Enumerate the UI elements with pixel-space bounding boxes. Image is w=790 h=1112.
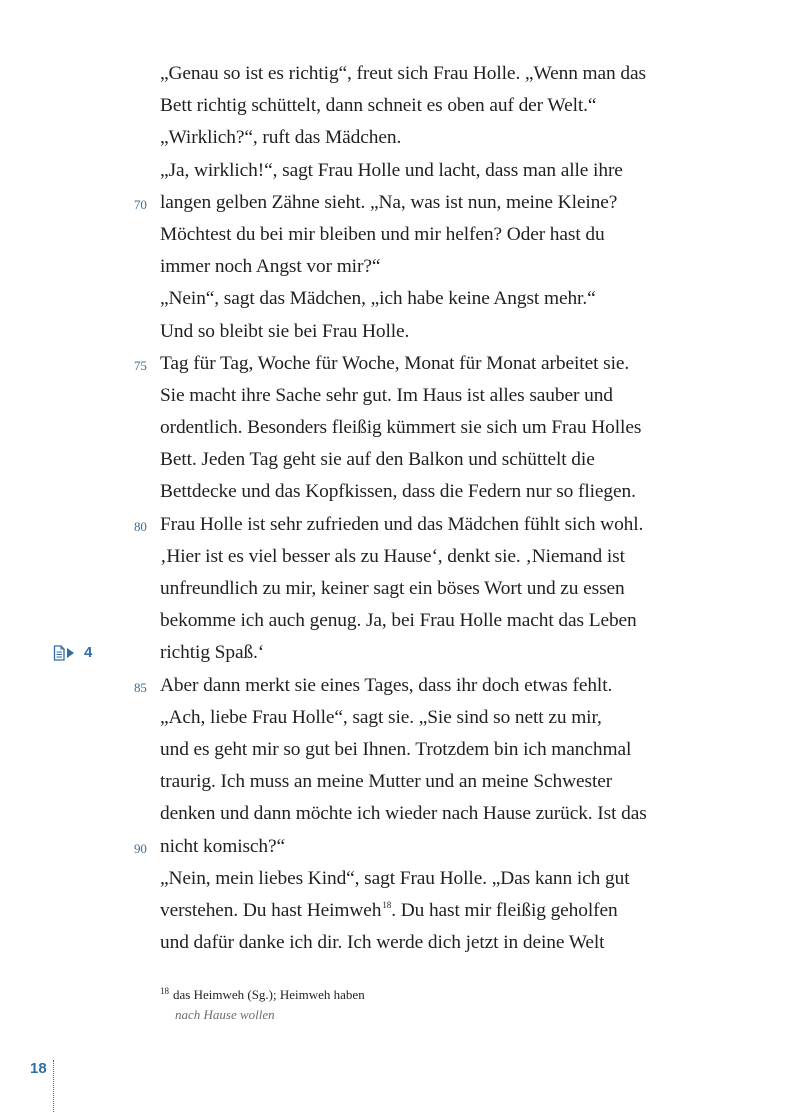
line-text: und es geht mir so gut bei Ihnen. Trotzdem bin ich manchmal [160, 738, 632, 760]
line-text: Frau Holle ist sehr zufrieden und das Mädchen fühlt sich wohl. [160, 513, 644, 535]
footnote-entry [160, 985, 560, 1005]
line-text: „Nein, mein liebes Kind“, sagt Frau Holle. „Das kann ich gut [160, 867, 630, 889]
line-text: immer noch Angst vor mir?“ [160, 256, 381, 278]
text-line [160, 283, 720, 315]
text-line [160, 251, 720, 283]
text-line [160, 380, 720, 412]
text-line [134, 670, 720, 702]
line-text: Bett. Jeden Tag geht sie auf den Balkon und schüttelt die [160, 449, 595, 471]
line-text: traurig. Ich muss an meine Mutter und an meine Schwester [160, 771, 613, 793]
line-number-90: 90 [134, 840, 147, 856]
text-line [134, 831, 720, 863]
footnote-number: 18 [160, 985, 169, 996]
footnote-term: das Heimweh (Sg.); Heimweh haben [173, 987, 365, 1002]
text-line [160, 219, 720, 251]
line-text: „Ach, liebe Frau Holle“, sagt sie. „Sie sind so nett zu mir, [160, 706, 602, 728]
text-line [160, 476, 720, 508]
text-line [160, 90, 720, 122]
text-line [134, 348, 720, 380]
text-line [160, 58, 720, 90]
line-text: langen gelben Zähne sieht. „Na, was ist nun, meine Kleine? [160, 191, 618, 213]
footnote [160, 985, 560, 1025]
page-margin-rule [53, 1060, 54, 1112]
line-text: ‚Hier ist es viel besser als zu Hause‘, denkt sie. ‚Niemand ist [160, 545, 625, 567]
line-text: nicht komisch?“ [160, 835, 286, 857]
line-text: richtig Spaß.‘ [160, 642, 265, 664]
text-line [160, 541, 720, 573]
text-line [160, 702, 720, 734]
text-line [160, 412, 720, 444]
text-line [134, 509, 720, 541]
line-text: Und so bleibt sie bei Frau Holle. [160, 320, 410, 342]
line-text: „Nein“, sagt das Mädchen, „ich habe keine Angst mehr.“ [160, 288, 596, 310]
audio-track-number: 4 [84, 644, 93, 662]
footnote-definition: nach Hause wollen [175, 1007, 275, 1022]
line-text: Bettdecke und das Kopfkissen, dass die Federn nur so fliegen. [160, 481, 636, 503]
line-number-85: 85 [134, 679, 147, 695]
line-number-75: 75 [134, 357, 147, 373]
line-text: Sie macht ihre Sache sehr gut. Im Haus ist alles sauber und [160, 384, 613, 406]
line-text-before-footnote: verstehen. Du hast Heimweh [160, 899, 382, 921]
line-text: und dafür danke ich dir. Ich werde dich jetzt in deine Welt [160, 932, 605, 954]
line-text: Bett richtig schüttelt, dann schneit es oben auf der Welt.“ [160, 95, 597, 117]
line-text: ordentlich. Besonders fleißig kümmert sie sich um Frau Holles [160, 417, 642, 439]
line-text: „Wirklich?“, ruft das Mädchen. [160, 127, 402, 149]
line-number-70: 70 [134, 196, 147, 212]
text-line [160, 766, 720, 798]
line-text: denken und dann möchte ich wieder nach Hause zurück. Ist das [160, 803, 647, 825]
line-text-after-footnote: . Du hast mir fleißig geholfen [391, 899, 618, 921]
line-text: „Ja, wirklich!“, sagt Frau Holle und lacht, dass man alle ihre [160, 159, 623, 181]
text-line [160, 316, 720, 348]
document-audio-icon [53, 645, 75, 661]
line-text: bekomme ich auch genug. Ja, bei Frau Holle macht das Leben [160, 610, 637, 632]
text-line [160, 895, 720, 927]
footnote-reference[interactable]: 18 [382, 900, 392, 911]
text-line [160, 122, 720, 154]
line-number-80: 80 [134, 518, 147, 534]
audio-track-marker[interactable] [53, 637, 92, 669]
page-number: 18 [30, 1060, 47, 1077]
text-line [84, 637, 720, 669]
text-line [160, 798, 720, 830]
line-text: Tag für Tag, Woche für Woche, Monat für Monat arbeitet sie. [160, 352, 630, 374]
text-line [134, 187, 720, 219]
text-line [160, 863, 720, 895]
line-text: unfreundlich zu mir, keiner sagt ein böses Wort und zu essen [160, 578, 625, 599]
text-line [160, 573, 720, 605]
text-line [160, 155, 720, 187]
text-line [160, 734, 720, 766]
text-line [160, 605, 720, 637]
line-text: Möchtest du bei mir bleiben und mir helfen? Oder hast du [160, 223, 605, 245]
text-line [160, 444, 720, 476]
text-line [160, 927, 720, 959]
main-text [84, 58, 720, 959]
line-text: „Genau so ist es richtig“, freut sich Frau Holle. „Wenn man das [160, 63, 646, 84]
line-text: Aber dann merkt sie eines Tages, dass ihr doch etwas fehlt. [160, 674, 613, 696]
